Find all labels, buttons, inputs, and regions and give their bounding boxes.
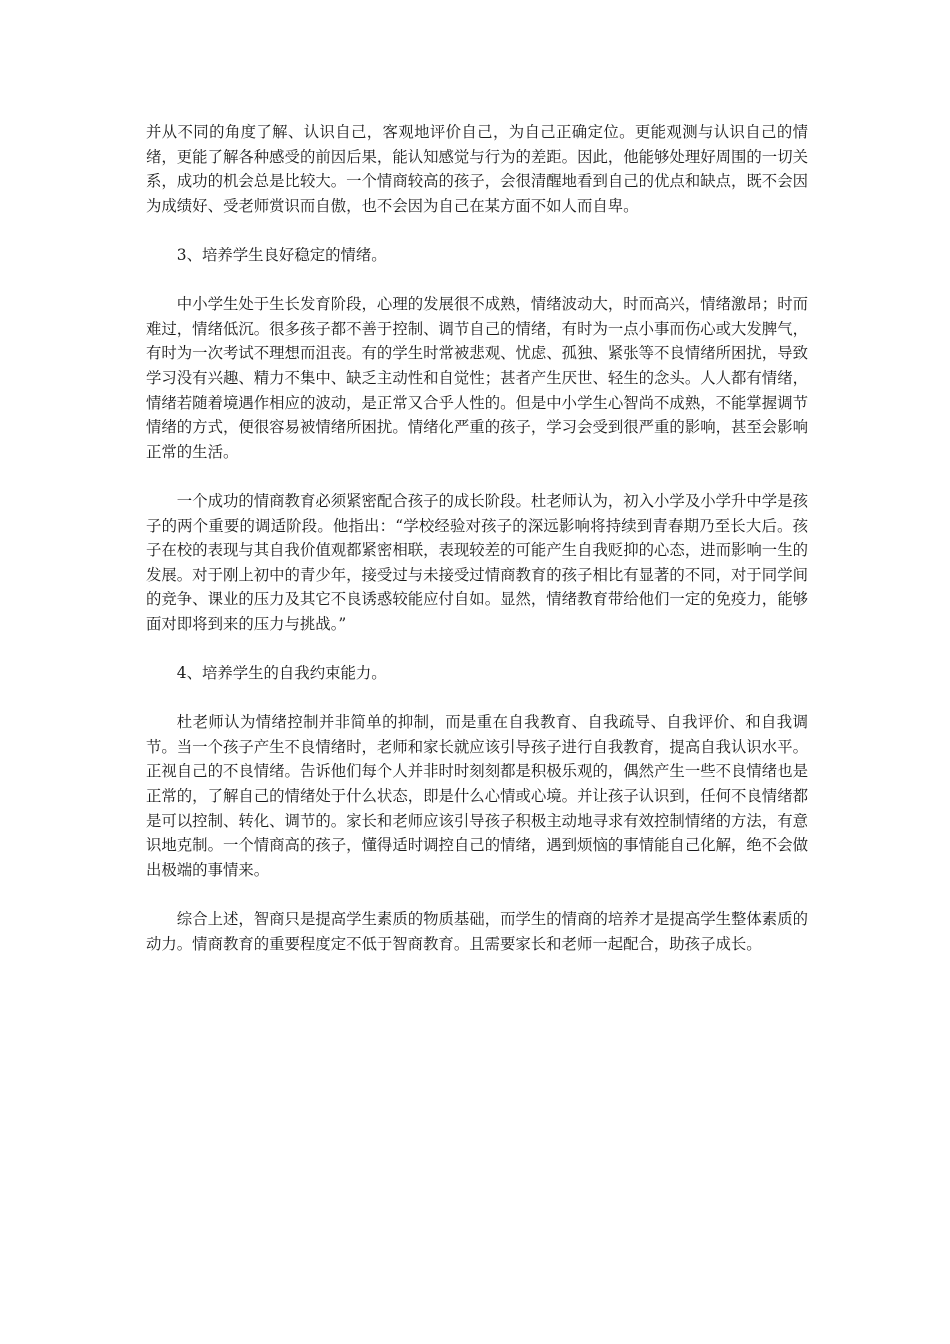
document-page (146, 120, 808, 981)
paragraph-growth-stage: 一个成功的情商教育必须紧密配合孩子的成长阶段。杜老师认为，初入小学及小学升中学是孩子的两个重要的调适阶段。他指出：“学校经验对孩子的深远影响将持续到青春期乃至长大后。孩子在校的表现与其自我价值观都紧密相联，表现较差的可能产生自我贬抑的心态，进而影响一生的发展。对于刚上初中的青少年，接受过与未接受过情商教育的孩子相比有显著的不同，对于同学间的竞争、课业的压力及其它不良诱惑较能应付自如。显然，情绪教育带给他们一定的免疫力，能够面对即将到来的压力与挑战。” (146, 491, 808, 633)
paragraph-self-awareness: 并从不同的角度了解、认识自己，客观地评价自己，为自己正确定位。更能观测与认识自己的情绪，更能了解各种感受的前因后果，能认知感觉与行为的差距。因此，他能够处理好周围的一切关系，成功的机会总是比较大。一个情商较高的孩子，会很清醒地看到自己的优点和缺点，既不会因为成绩好、受老师赏识而自傲，也不会因为自己在某方面不如人而自卑。 (146, 123, 808, 215)
section-heading-4: 4、培养学生的自我约束能力。 (176, 664, 387, 683)
paragraph-conclusion: 综合上述，智商只是提高学生素质的物质基础，而学生的情商的培养才是提高学生整体素质的动力。情商教育的重要程度定不低于智商教育。且需要家长和老师一起配合，助孩子成长。 (146, 910, 808, 953)
paragraph-emotions: 中小学生处于生长发育阶段，心理的发展很不成熟，情绪波动大，时而高兴，情绪激昂；时而难过，情绪低沉。很多孩子都不善于控制、调节自己的情绪，有时为一点小事而伤心或大发脾气，有时为一次考试不理想而沮丧。有的学生时常被悲观、忧虑、孤独、紧张等不良情绪所困扰，导致学习没有兴趣、精力不集中、缺乏主动性和自觉性；甚者产生厌世、轻生的念头。人人都有情绪，情绪若随着境遇作相应的波动，是正常又合乎人性的。但是中小学生心智尚不成熟，不能掌握调节情绪的方式，便很容易被情绪所困扰。情绪化严重的孩子，学习会受到很严重的影响，甚至会影响正常的生活。 (146, 295, 808, 461)
paragraph-self-control: 杜老师认为情绪控制并非简单的抑制，而是重在自我教育、自我疏导、自我评价、和自我调节。当一个孩子产生不良情绪时，老师和家长就应该引导孩子进行自我教育，提高自我认识水平。正视自己的不良情绪。告诉他们每个人并非时时刻刻都是积极乐观的，偶然产生一些不良情绪也是正常的，了解自己的情绪处于什么状态，即是什么心情或心境。并让孩子认识到，任何不良情绪都是可以控制、转化、调节的。家长和老师应该引导孩子积极主动地寻求有效控制情绪的方法，有意识地克制。一个情商高的孩子，懂得适时调控自己的情绪，遇到烦恼的事情能自己化解，绝不会做出极端的事情来。 (146, 713, 808, 879)
section-heading-3: 3、培养学生良好稳定的情绪。 (176, 245, 387, 264)
